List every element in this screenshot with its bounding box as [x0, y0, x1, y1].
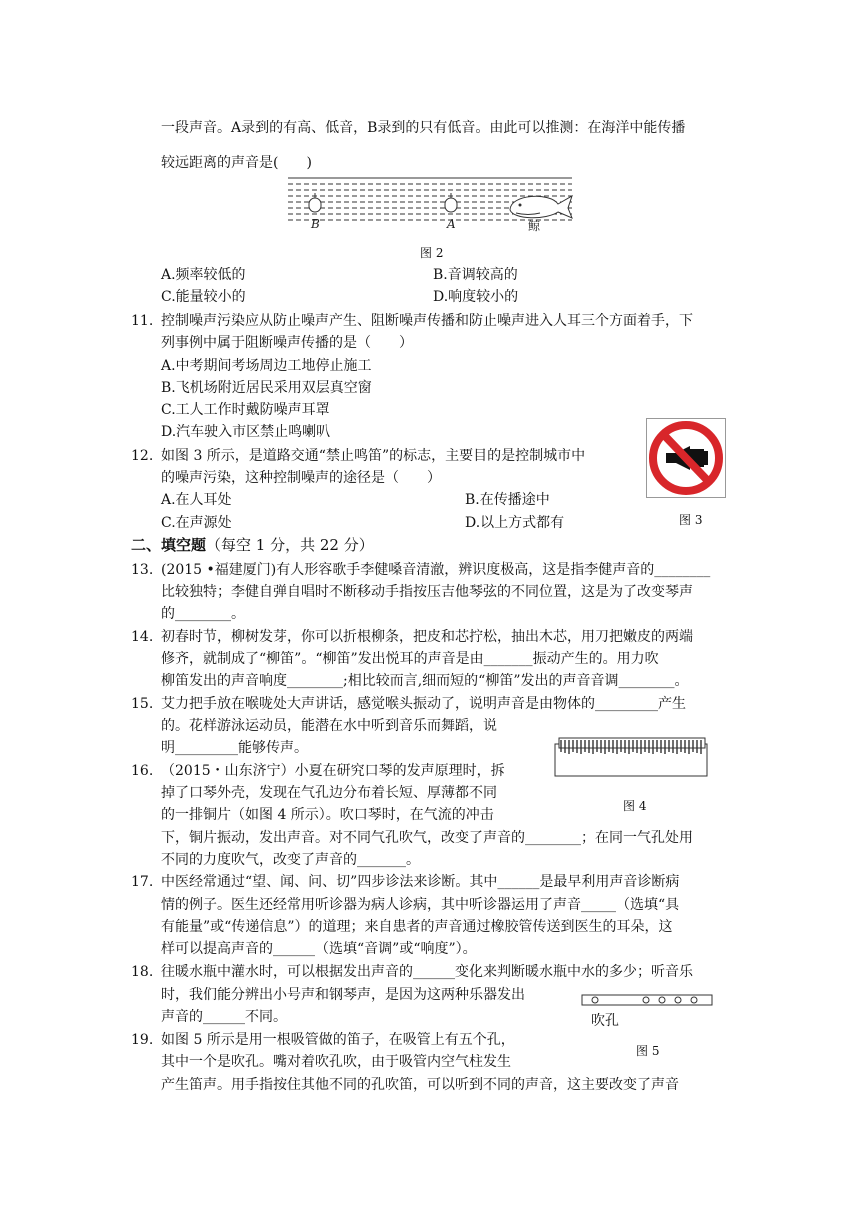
q15-line-2: 的。花样游泳运动员，能潜在水中听到音乐而舞蹈，说: [161, 718, 497, 734]
no-honking-sign-icon: [646, 418, 726, 498]
q11-line-1: 控制噪声污染应从防止噪声产生、阻断噪声传播和防止噪声进入人耳三个方面着手，下: [161, 313, 693, 329]
finger-hole-icon: [675, 997, 681, 1003]
label-whale: 鲸: [528, 219, 541, 233]
q17-line-2: 情的例子。医生还经常用听诊器为病人诊病，其中听诊器运用了声音_____（选填“具: [161, 897, 680, 913]
q12-option-b: B.在传播途中: [465, 492, 550, 508]
finger-hole-icon: [659, 997, 665, 1003]
q10-line-1: 一段声音。A录到的有高、低音，B录到的只有低音。由此可以推测：在海洋中能传播: [161, 120, 686, 136]
q14-number: 14.: [131, 629, 154, 645]
q16-number: 16.: [131, 763, 154, 779]
q17-number: 17.: [131, 874, 154, 890]
q13-line-3: 的________。: [161, 606, 245, 622]
q19-line-3: 产生笛声。用手指按住其他不同的孔吹笛，可以听到不同的声音，这主要改变了声音: [161, 1077, 679, 1093]
q12-option-a: A.在人耳处: [161, 492, 232, 508]
q17-line-4: 样可以提高声音的______（选填“音调”或“响度”）。: [161, 941, 477, 957]
label-a: A: [447, 217, 456, 231]
q16-line-1: （2015・山东济宁）小夏在研究口琴的发声原理时，拆: [161, 763, 505, 779]
q11-option-c: C.工人工作时戴防噪声耳罩: [161, 402, 330, 418]
q14-line-3: 柳笛发出的声音响度________;相比较而言,细而短的“柳笛”发出的声音音调________。: [161, 673, 689, 689]
figure-5-blow-hole-label: 吹孔: [591, 1013, 619, 1029]
finger-hole-icon: [691, 997, 697, 1003]
q11-number: 11.: [131, 313, 154, 329]
figure-5-caption: 图 5: [636, 1044, 660, 1058]
q13-line-2: 比较独特；李健自弹自唱时不断移动手指按压吉他琴弦的不同位置，这是为了改变琴声: [161, 584, 693, 600]
q12-line-2: 的噪声污染，这种控制噪声的途径是（ ）: [161, 470, 441, 486]
figure-2-caption: 图 2: [420, 246, 444, 260]
q10-option-b: B.音调较高的: [433, 267, 518, 283]
figure-5-straw-flute: [580, 993, 716, 1007]
section-2-header: [131, 535, 374, 555]
q16-line-4: 下，铜片振动，发出声音。对不同气孔吹气，改变了声音的________；在同一气孔处用: [161, 830, 693, 846]
q10-option-c: C.能量较小的: [161, 289, 246, 305]
q18-number: 18.: [131, 964, 154, 980]
q13-line-1: (2015 •福建厦门)有人形容歌手李健嗓音清澈，辨识度极高，这是指李健声音的________: [161, 562, 711, 578]
q16-line-5: 不同的力度吹气，改变了声音的_______。: [161, 852, 420, 868]
q12-line-1: 如图 3 所示，是道路交通“禁止鸣笛”的标志，主要目的是控制城市中: [161, 448, 586, 464]
q11-option-a: A.中考期间考场周边工地停止施工: [161, 358, 372, 374]
finger-hole-icon: [643, 997, 649, 1003]
q15-line-3: 明_________能够传声。: [161, 740, 308, 756]
q11-option-b: B.飞机场附近居民采用双层真空窗: [161, 380, 372, 396]
q18-line-2: 时，我们能分辨出小号声和钢琴声，是因为这两种乐器发出: [161, 987, 525, 1003]
q11-line-2: 列事例中属于阻断噪声传播的是（ ）: [161, 335, 413, 351]
q19-line-1: 如图 5 所示是用一根吸管做的笛子，在吸管上有五个孔，: [161, 1032, 515, 1048]
label-b: B: [311, 217, 320, 231]
q11-option-d: D.汽车驶入市区禁止鸣喇叭: [161, 424, 331, 440]
q12-option-d: D.以上方式都有: [465, 515, 565, 531]
q10-option-d: D.响度较小的: [433, 289, 519, 305]
microphone-a-icon: [445, 193, 457, 212]
q14-line-1: 初春时节，柳树发芽，你可以折根柳条，把皮和芯拧松，抽出木芯，用刀把嫩皮的两端: [161, 629, 693, 645]
q14-line-2: 修齐，就制成了“柳笛”。“柳笛”发出悦耳的声音是由_______振动产生的。用力吹: [161, 651, 659, 667]
microphone-b-icon: [309, 193, 321, 212]
q10-option-a: A.频率较低的: [161, 267, 246, 283]
blow-hole-icon: [592, 997, 598, 1003]
q13-number: 13.: [131, 562, 154, 578]
q19-number: 19.: [131, 1032, 154, 1048]
figure-3-caption: 图 3: [679, 513, 703, 527]
q16-line-3: 的一排铜片（如图 4 所示）。吹口琴时，在气流的冲击: [161, 807, 494, 823]
q18-line-1: 往暖水瓶中灌水时，可以根据发出声音的______变化来判断暖水瓶中水的多少；听音乐: [161, 964, 693, 980]
q10-line-2: 较远距离的声音是( ): [161, 155, 312, 171]
figure-4-caption: 图 4: [623, 799, 647, 813]
figure-2-ocean-diagram: [288, 176, 574, 234]
figure-4-harmonica-reeds: [553, 734, 713, 780]
q19-line-2: 其中一个是吹孔。嘴对着吹孔吹，由于吸管内空气柱发生: [161, 1054, 511, 1070]
q17-line-1: 中医经常通过“望、闻、问、切”四步诊法来诊断。其中______是最早利用声音诊断病: [161, 874, 680, 890]
q16-line-2: 掉了口琴外壳，发现在气孔边分布着长短、厚薄都不同: [161, 785, 497, 801]
section-2-title: 二、填空题: [131, 536, 207, 554]
section-2-note: （每空 1 分，共 22 分）: [206, 536, 374, 554]
q12-option-c: C.在声源处: [161, 515, 232, 531]
q15-line-1: 艾力把手放在喉咙处大声讲话，感觉喉头振动了，说明声音是由物体的_________产生: [161, 696, 686, 712]
q12-number: 12.: [131, 448, 154, 464]
q15-number: 15.: [131, 696, 154, 712]
q17-line-3: 有能量”或“传递信息”）的道理；来自患者的声音通过橡胶管传送到医生的耳朵，这: [161, 919, 673, 935]
q18-line-3: 声音的______不同。: [161, 1009, 287, 1025]
whale-icon: [510, 196, 572, 218]
